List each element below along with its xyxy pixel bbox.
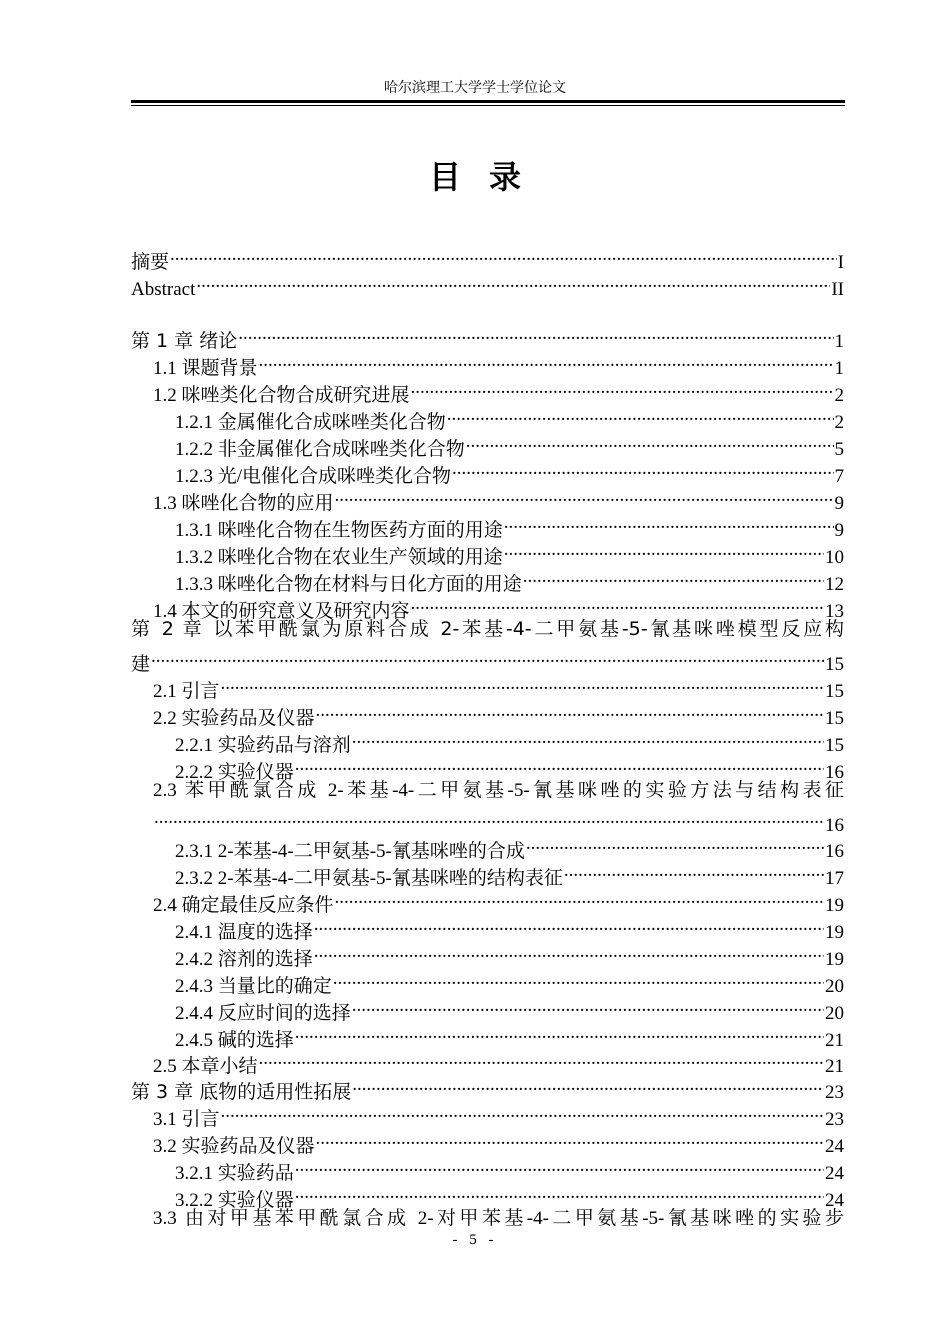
toc-entry-label: 2.3.1 2-苯基-4-二甲氨基-5-氰基咪唑的合成: [175, 841, 525, 862]
toc-leader: [452, 455, 833, 482]
toc-leader: [526, 830, 824, 857]
toc-entry-section-3-3-line1[interactable]: 3.3 由对甲基苯甲酰氯合成 2-对甲苯基-4-二甲氨基-5-氰基咪唑的实验步: [153, 1208, 844, 1229]
toc-leader: [523, 563, 824, 590]
toc-leader: [154, 804, 824, 831]
toc-entry-page: 10: [825, 547, 844, 568]
toc-entry-page: 23: [825, 1082, 844, 1103]
toc-entry-section[interactable]: [131, 590, 844, 622]
toc-entry-label: 1.2 咪唑类化合物合成研究进展: [153, 385, 410, 406]
toc-entry-subsection[interactable]: [131, 536, 844, 568]
page-number: - 5 -: [452, 1232, 498, 1248]
toc-entry-page: 19: [825, 922, 844, 943]
toc-entry-label: 3.2 实验药品及仪器: [153, 1136, 315, 1157]
toc-leader: [316, 1125, 824, 1152]
toc-entry-page: 1: [834, 331, 844, 352]
toc-leader: [295, 751, 824, 778]
toc-leader: [352, 724, 824, 751]
toc-entry-chapter-3[interactable]: [131, 1071, 844, 1103]
toc-entry-subsection[interactable]: [131, 428, 844, 460]
toc-entry-label: 1.3.2 咪唑化合物在农业生产领域的用途: [175, 547, 503, 568]
toc-entry-page: 24: [825, 1136, 844, 1157]
toc-entry-page: 21: [825, 1030, 844, 1051]
toc-entry-page: I: [837, 252, 844, 273]
toc-leader: [221, 1098, 824, 1125]
toc-entry-page: 9: [834, 520, 844, 541]
toc-entry-chapter-1[interactable]: [131, 320, 844, 352]
toc-entry-page: 19: [825, 949, 844, 970]
toc-entry-page: 16: [825, 762, 844, 783]
toc-entry-label: 2.5 本章小结: [153, 1056, 258, 1077]
toc-entry-page: 24: [825, 1190, 844, 1211]
toc-entry-subsection[interactable]: [131, 751, 844, 783]
toc-entry-page: 21: [825, 1056, 844, 1077]
toc-leader: [411, 590, 824, 617]
toc-entry-label: 1.1 课题背景: [153, 358, 258, 379]
toc-entry-subsection[interactable]: [131, 563, 844, 595]
toc-entry-page: 1: [834, 358, 844, 379]
toc-leader: [259, 347, 834, 374]
toc-entry-section[interactable]: [131, 670, 844, 702]
toc-entry-section[interactable]: [131, 347, 844, 379]
toc-entry-label: 2.4.1 温度的选择: [175, 922, 313, 943]
toc-entry-chapter-2-line1[interactable]: 第 2 章 以苯甲酰氯为原料合成 2-苯基-4-二甲氨基-5-氰基咪唑模型反应构: [131, 618, 844, 640]
toc-entry-label: 1.3.1 咪唑化合物在生物医药方面的用途: [175, 520, 503, 541]
toc-leader: [352, 992, 824, 1019]
toc-entry-label: 2.4 确定最佳反应条件: [153, 895, 334, 916]
toc-entry-page: 24: [825, 1163, 844, 1184]
toc-entry-page: 13: [825, 601, 844, 622]
toc-entry-subsection[interactable]: [131, 938, 844, 970]
toc-entry-section[interactable]: [131, 1098, 844, 1130]
toc-entry-label: 2.4.2 溶剂的选择: [175, 949, 313, 970]
toc-leader: [352, 1071, 824, 1098]
toc-leader: [314, 911, 824, 938]
toc-entry-subsection[interactable]: [131, 857, 844, 889]
toc-entry-label: 3.1 引言: [153, 1109, 220, 1130]
toc-leader: [447, 401, 834, 428]
toc-entry-page: 15: [825, 708, 844, 729]
toc-leader: [221, 670, 824, 697]
toc-entry-label: 1.3 咪唑化合物的应用: [153, 493, 334, 514]
toc-entry-label: 1.2.3 光/电催化合成咪唑类化合物: [175, 466, 452, 487]
toc-leader: [333, 965, 824, 992]
toc-entry-section[interactable]: [131, 1125, 844, 1157]
toc-entry-label: 第 3 章 底物的适用性拓展: [131, 1081, 352, 1103]
toc-entry-label: 1.3.3 咪唑化合物在材料与日化方面的用途: [175, 574, 522, 595]
toc-entry-abstract-en[interactable]: [131, 268, 844, 300]
toc-leader: [295, 1152, 824, 1179]
toc-entry-label: 2.4.4 反应时间的选择: [175, 1003, 351, 1024]
toc-entry-label: 3.2.1 实验药品: [175, 1163, 294, 1184]
toc-entry-page: 19: [825, 895, 844, 916]
toc-leader: [335, 482, 834, 509]
toc-leader: [295, 1019, 824, 1046]
header-rule-thin: [131, 105, 845, 106]
toc-entry-label: 2.1 引言: [153, 681, 220, 702]
toc-entry-subsection[interactable]: [131, 401, 844, 433]
toc-entry-section-2-3[interactable]: [131, 804, 844, 836]
toc-entry-section[interactable]: [131, 482, 844, 514]
toc-entry-subsection[interactable]: [131, 1179, 844, 1211]
toc-entry-page: 15: [825, 654, 844, 675]
toc-entry-subsection[interactable]: [131, 1019, 844, 1051]
toc-entry-label: 3.2.2 实验仪器: [175, 1190, 294, 1211]
toc-entry-page: 5: [834, 439, 844, 460]
toc-entry-section[interactable]: [131, 884, 844, 916]
toc-leader: [259, 1045, 824, 1072]
toc-entry-page: 17: [825, 868, 844, 889]
toc-entry-subsection[interactable]: [131, 509, 844, 541]
toc-entry-label: 2.2.1 实验药品与溶剂: [175, 735, 351, 756]
header-rule-thick: [131, 100, 845, 103]
toc-leader: [504, 536, 824, 563]
toc-entry-subsection[interactable]: [131, 911, 844, 943]
toc-leader: [316, 697, 824, 724]
toc-leader: [170, 241, 837, 268]
toc-entry-page: 16: [825, 841, 844, 862]
toc-leader: [564, 857, 824, 884]
toc-entry-label: 2.2.2 实验仪器: [175, 762, 294, 783]
toc-entry-abstract-cn[interactable]: [131, 241, 844, 273]
toc-entry-chapter-2[interactable]: [131, 643, 844, 675]
toc-entry-subsection[interactable]: [131, 1152, 844, 1184]
toc-leader: [335, 884, 824, 911]
toc-entry-label: Abstract: [131, 279, 196, 300]
toc-leader: [504, 509, 834, 536]
toc-entry-page: 20: [825, 976, 844, 997]
toc-entry-label: 2.2 实验药品及仪器: [153, 708, 315, 729]
toc-entry-label: 2.4.3 当量比的确定: [175, 976, 332, 997]
toc-entry-page: 2: [834, 385, 844, 406]
toc-leader: [295, 1179, 824, 1206]
toc-entry-label: 2.4.5 碱的选择: [175, 1030, 294, 1051]
toc-entry-section[interactable]: [131, 697, 844, 729]
toc-entry-subsection[interactable]: [131, 965, 844, 997]
toc-entry-subsection[interactable]: [131, 992, 844, 1024]
toc-entry-subsection[interactable]: [131, 455, 844, 487]
toc-title: 目录: [428, 158, 549, 196]
toc-leader: [411, 374, 834, 401]
toc-entry-label: 1.4 本文的研究意义及研究内容: [153, 601, 410, 622]
toc-entry-label: 1.2.2 非金属催化合成咪唑类化合物: [175, 439, 465, 460]
toc-entry-subsection[interactable]: [131, 830, 844, 862]
toc-entry-section-2-3-line1[interactable]: 2.3 苯甲酰氯合成 2-苯基-4-二甲氨基-5-氰基咪唑的实验方法与结构表征: [153, 780, 844, 801]
toc-entry-page: 15: [825, 681, 844, 702]
toc-entry-section[interactable]: [131, 374, 844, 406]
toc-entry-page: 7: [834, 466, 844, 487]
toc-entry-page: 15: [825, 735, 844, 756]
toc-leader: [151, 643, 824, 670]
toc-entry-page: 16: [825, 815, 844, 836]
toc-entry-label: 建: [131, 653, 151, 675]
toc-entry-label: 1.2.1 金属催化合成咪唑类化合物: [175, 412, 446, 433]
running-header: 哈尔滨理工大学学士学位论文: [384, 81, 566, 96]
toc-entry-page: 2: [834, 412, 844, 433]
toc-leader: [196, 268, 830, 295]
toc-entry-label: 第 1 章 绪论: [131, 330, 238, 352]
toc-entry-label: 摘要: [131, 252, 170, 273]
toc-entry-subsection[interactable]: [131, 724, 844, 756]
toc-leader: [238, 320, 833, 347]
toc-entry-page: 12: [825, 574, 844, 595]
toc-entry-page: 23: [825, 1109, 844, 1130]
toc-entry-page: II: [831, 279, 844, 300]
toc-entry-page: 20: [825, 1003, 844, 1024]
toc-entry-section[interactable]: [131, 1045, 844, 1077]
toc-leader: [466, 428, 834, 455]
toc-entry-label: 2.3.2 2-苯基-4-二甲氨基-5-氰基咪唑的结构表征: [175, 868, 563, 889]
toc-leader: [314, 938, 824, 965]
toc-entry-page: 9: [834, 493, 844, 514]
